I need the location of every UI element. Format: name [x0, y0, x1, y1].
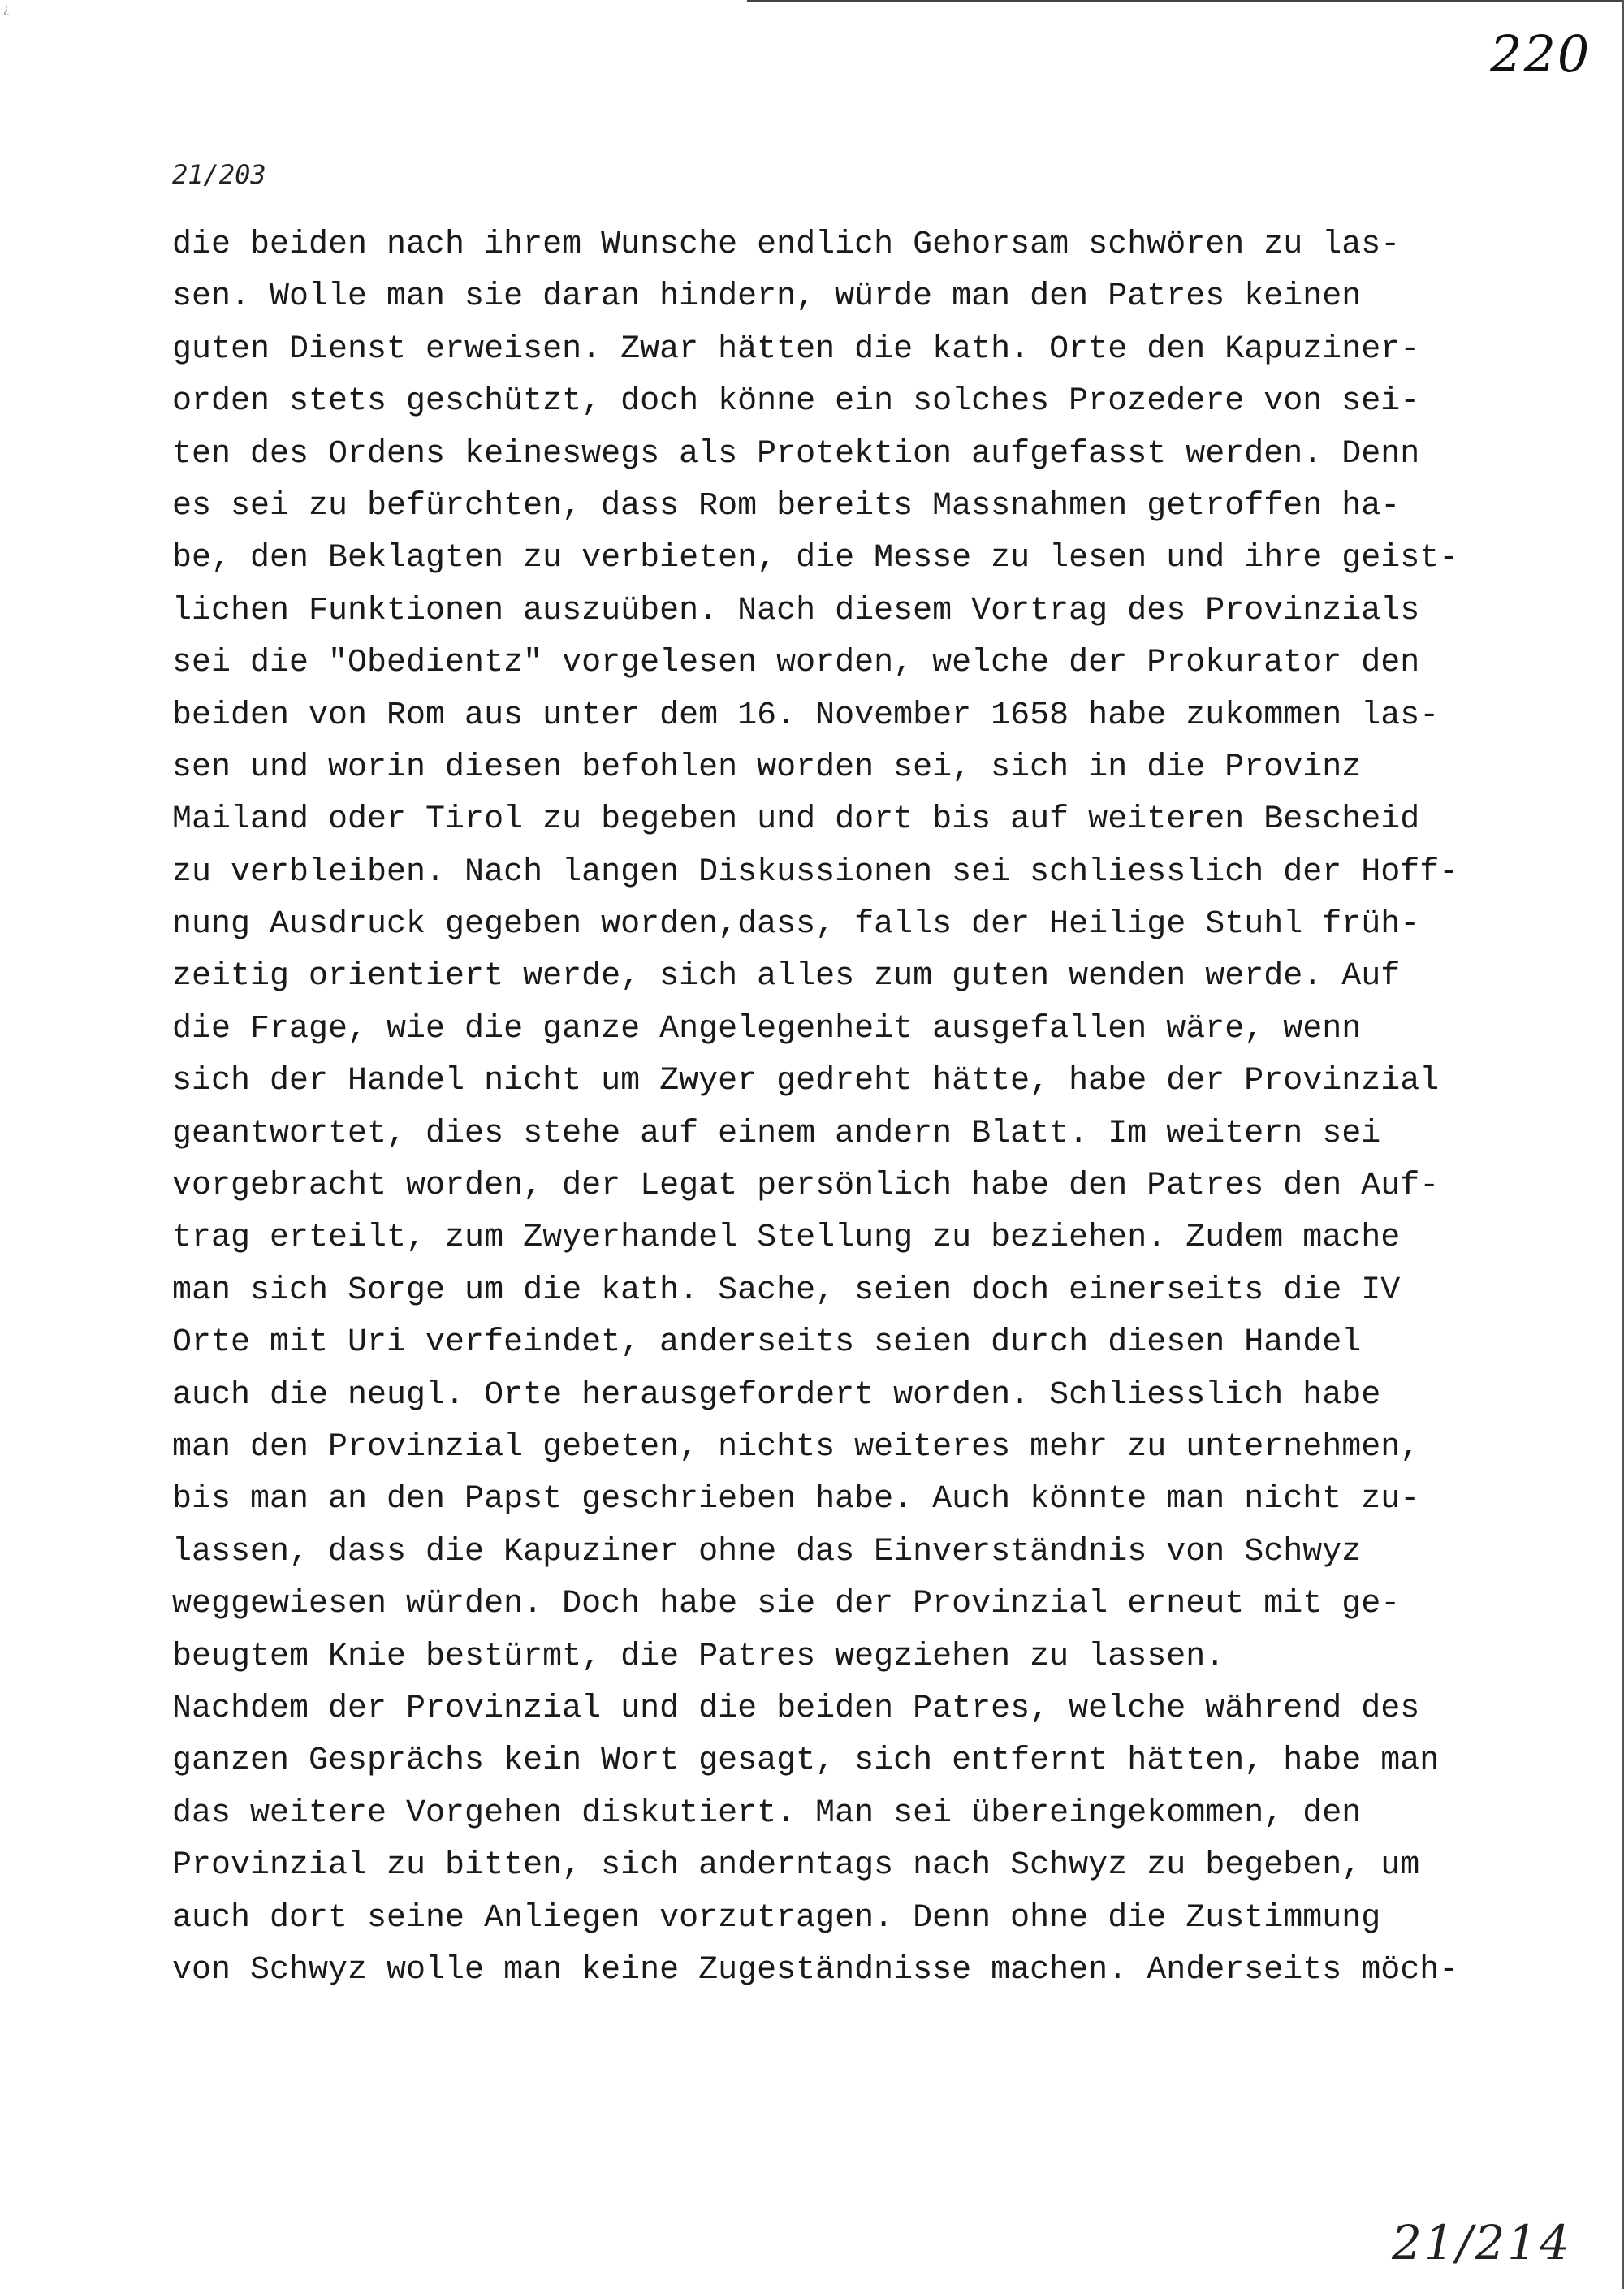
- text-line: bis man an den Papst geschrieben habe. Auch könnte man nicht zu-: [172, 1481, 1420, 1518]
- text-line: man den Provinzial gebeten, nichts weiteres mehr zu unternehmen,: [172, 1428, 1420, 1466]
- text-line: beugtem Knie bestürmt, die Patres wegziehen zu lassen.: [172, 1638, 1225, 1675]
- text-line: sich der Handel nicht um Zwyer gedreht hätte, habe der Provinzial: [172, 1063, 1440, 1100]
- text-line: auch dort seine Anliegen vorzutragen. Denn ohne die Zustimmung: [172, 1899, 1381, 1937]
- text-line: sen. Wolle man sie daran hindern, würde man den Patres keinen: [172, 279, 1362, 316]
- text-line: lassen, dass die Kapuziner ohne das Einverständnis von Schwyz: [172, 1533, 1362, 1570]
- top-edge-rule: [747, 0, 1624, 2]
- handwritten-archive-number: 21/214: [1392, 2215, 1573, 2270]
- text-line: es sei zu befürchten, dass Rom bereits Massnahmen getroffen ha-: [172, 487, 1401, 525]
- text-line: die beiden nach ihrem Wunsche endlich Gehorsam schwören zu las-: [172, 227, 1401, 263]
- text-line: von Schwyz wolle man keine Zugeständnisse machen. Anderseits möch-: [172, 1951, 1459, 1989]
- text-line: nung Ausdruck gegeben worden,dass, falls der Heilige Stuhl früh-: [172, 906, 1420, 944]
- text-line: Nachdem der Provinzial und die beiden Patres, welche während des: [172, 1690, 1420, 1727]
- handwritten-folio-number: 220: [1490, 24, 1592, 84]
- text-line: ten des Ordens keineswegs als Protektion aufgefasst werden. Denn: [172, 435, 1420, 473]
- text-line: Provinzial zu bitten, sich anderntags nach Schwyz zu begeben, um: [172, 1847, 1420, 1885]
- text-line: Orte mit Uri verfeindet, anderseits seien durch diesen Handel: [172, 1324, 1362, 1362]
- text-line: guten Dienst erweisen. Zwar hätten die kath. Orte den Kapuziner-: [172, 330, 1420, 368]
- text-line: ganzen Gesprächs kein Wort gesagt, sich entfernt hätten, habe man: [172, 1743, 1440, 1780]
- page-reference: 21/203: [172, 159, 266, 190]
- text-line: sen und worin diesen befohlen worden sei, sich in die Provinz: [172, 749, 1362, 786]
- text-line: geantwortet, dies stehe auf einem andern Blatt. Im weitern sei: [172, 1115, 1381, 1152]
- text-line: trag erteilt, zum Zwyerhandel Stellung zu beziehen. Zudem mache: [172, 1220, 1401, 1257]
- text-line: auch die neugl. Orte herausgefordert worden. Schliesslich habe: [172, 1376, 1381, 1414]
- text-line: das weitere Vorgehen diskutiert. Man sei übereingekommen, den: [172, 1794, 1362, 1832]
- text-line: weggewiesen würden. Doch habe sie der Provinzial erneut mit ge-: [172, 1586, 1401, 1623]
- body-text: [172, 219, 1520, 1997]
- text-line: zu verbleiben. Nach langen Diskussionen sei schliesslich der Hoff-: [172, 853, 1459, 891]
- corner-mark: ¿: [3, 3, 10, 16]
- text-line: lichen Funktionen auszuüben. Nach diesem Vortrag des Provinzials: [172, 592, 1420, 629]
- text-line: beiden von Rom aus unter dem 16. November 1658 habe zukommen las-: [172, 697, 1440, 734]
- text-line: sei die "Obedientz" vorgelesen worden, welche der Prokurator den: [172, 645, 1420, 682]
- text-line: man sich Sorge um die kath. Sache, seien doch einerseits die IV: [172, 1272, 1401, 1309]
- text-line: die Frage, wie die ganze Angelegenheit ausgefallen wäre, wenn: [172, 1010, 1362, 1047]
- text-line: vorgebracht worden, der Legat persönlich habe den Patres den Auf-: [172, 1168, 1440, 1205]
- text-line: orden stets geschützt, doch könne ein solches Prozedere von sei-: [172, 383, 1420, 421]
- text-line: Mailand oder Tirol zu begeben und dort bis auf weiteren Bescheid: [172, 801, 1420, 839]
- text-line: zeitig orientiert werde, sich alles zum guten wenden werde. Auf: [172, 958, 1401, 995]
- text-line: be, den Beklagten zu verbieten, die Messe zu lesen und ihre geist-: [172, 540, 1459, 577]
